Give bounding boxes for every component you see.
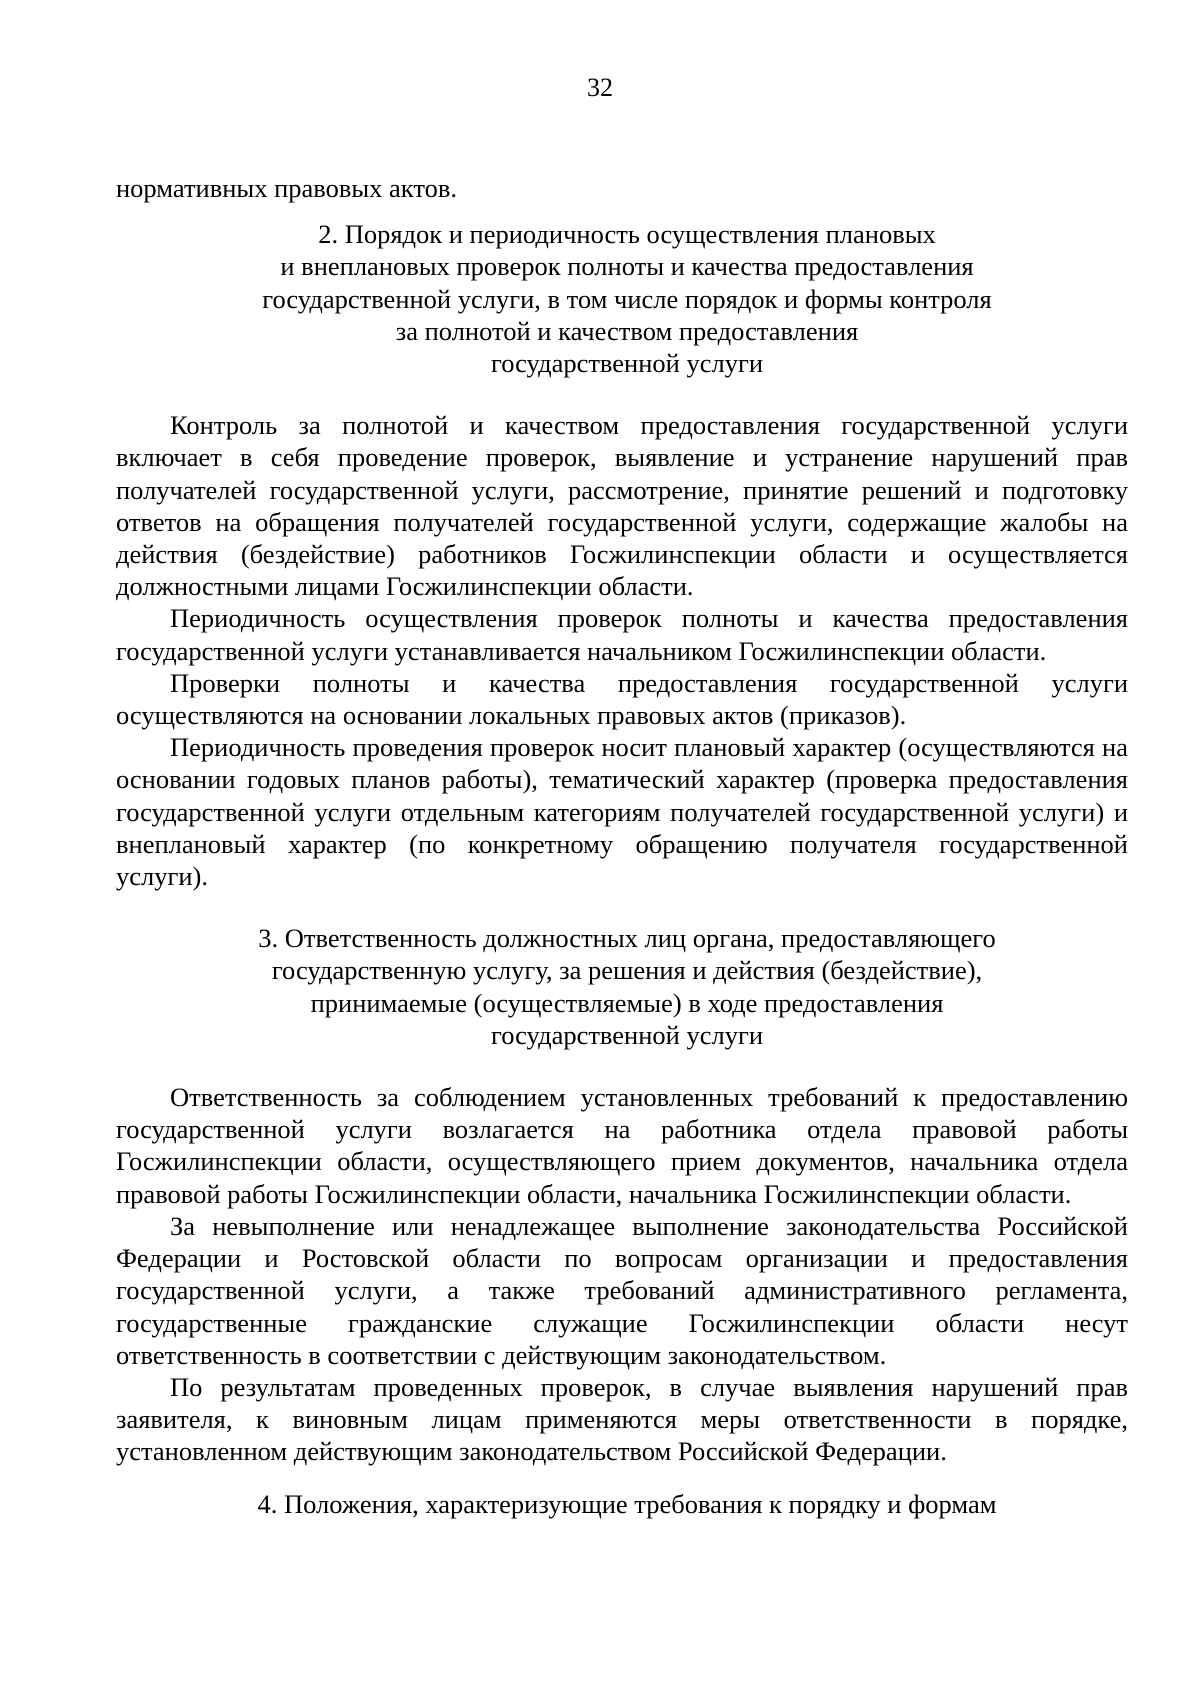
section-2-heading-line: государственной услуги, в том числе порядок и формы контроля (262, 283, 992, 314)
section-3-paragraph: По результатам проведенных проверок, в случае выявления нарушений прав заявителя, к виновным лицам применяются меры ответственности в порядке, установленном действующим законодательством Российской Федерации. (116, 1371, 1128, 1467)
section-3-heading-line: государственную услугу, за решения и действия (бездействие), (271, 955, 983, 986)
section-3-heading-line: принимаемые (осуществляемые) в ходе предоставления (310, 987, 944, 1018)
section-4-heading-line: 4. Положения, характеризующие требования к порядку и формам (257, 1488, 997, 1519)
section-2-heading (116, 218, 1128, 379)
section-3-heading-line: 3. Ответственность должностных лиц органа, предоставляющего (258, 923, 996, 954)
section-3-heading (116, 922, 1128, 1051)
section-4-heading (116, 1488, 1128, 1520)
section-3-heading-line: государственной услуги (490, 1019, 764, 1050)
section-2-heading-line: 2. Порядок и периодичность осуществления плановых (318, 219, 936, 250)
intro-line: нормативных правовых актов. (116, 173, 457, 203)
section-2-heading-line: за полнотой и качеством предоставления (395, 315, 859, 346)
section-2-heading-line: и внеплановых проверок полноты и качества предоставления (280, 251, 974, 282)
page-number: 32 (587, 73, 613, 102)
section-2-paragraph: Периодичность проведения проверок носит плановый характер (осуществляются на основании годовых планов работы), тематический характер (проверка предоставления государственной услуги отдельным категориям получателей государственной услуги) и внеплановый характер (по конкретному обращению получателя государственной услуги). (116, 732, 1128, 892)
section-2-paragraph: Периодичность осуществления проверок полноты и качества предоставления государственной услуги устанавливается начальником Госжилинспекции области. (116, 603, 1128, 666)
document-body (116, 172, 1128, 1520)
section-3-paragraph: За невыполнение или ненадлежащее выполнение законодательства Российской Федерации и Ростовской области по вопросам организации и предоставления государственной услуги, а также требований административного регламента, государственные гражданские служащие Госжилинспекции области несут ответственность в соответствии с действующим законодательством. (116, 1210, 1128, 1370)
section-2-paragraph: Проверки полноты и качества предоставления государственной услуги осуществляются на основании локальных правовых актов (приказов). (116, 667, 1128, 731)
section-2-paragraph: Контроль за полнотой и качеством предоставления государственной услуги включает в себя проведение проверок, выявление и устранение нарушений прав получателей государственной услуги, рассмотрение, принятие решений и подготовку ответов на обращения получателей государственной услуги, содержащие жалобы на действия (бездействие) работников Госжилинспекции области и осуществляется должностными лицами Госжилинспекции области. (116, 410, 1128, 602)
section-3-paragraph: Ответственность за соблюдением установленных требований к предоставлению государственной услуги возлагается на работника отдела правовой работы Госжилинспекции области, осуществляющего прием документов, начальника отдела правовой работы Госжилинспекции области, начальника Госжилинспекции области. (116, 1082, 1128, 1209)
section-2-heading-line: государственной услуги (490, 348, 764, 379)
